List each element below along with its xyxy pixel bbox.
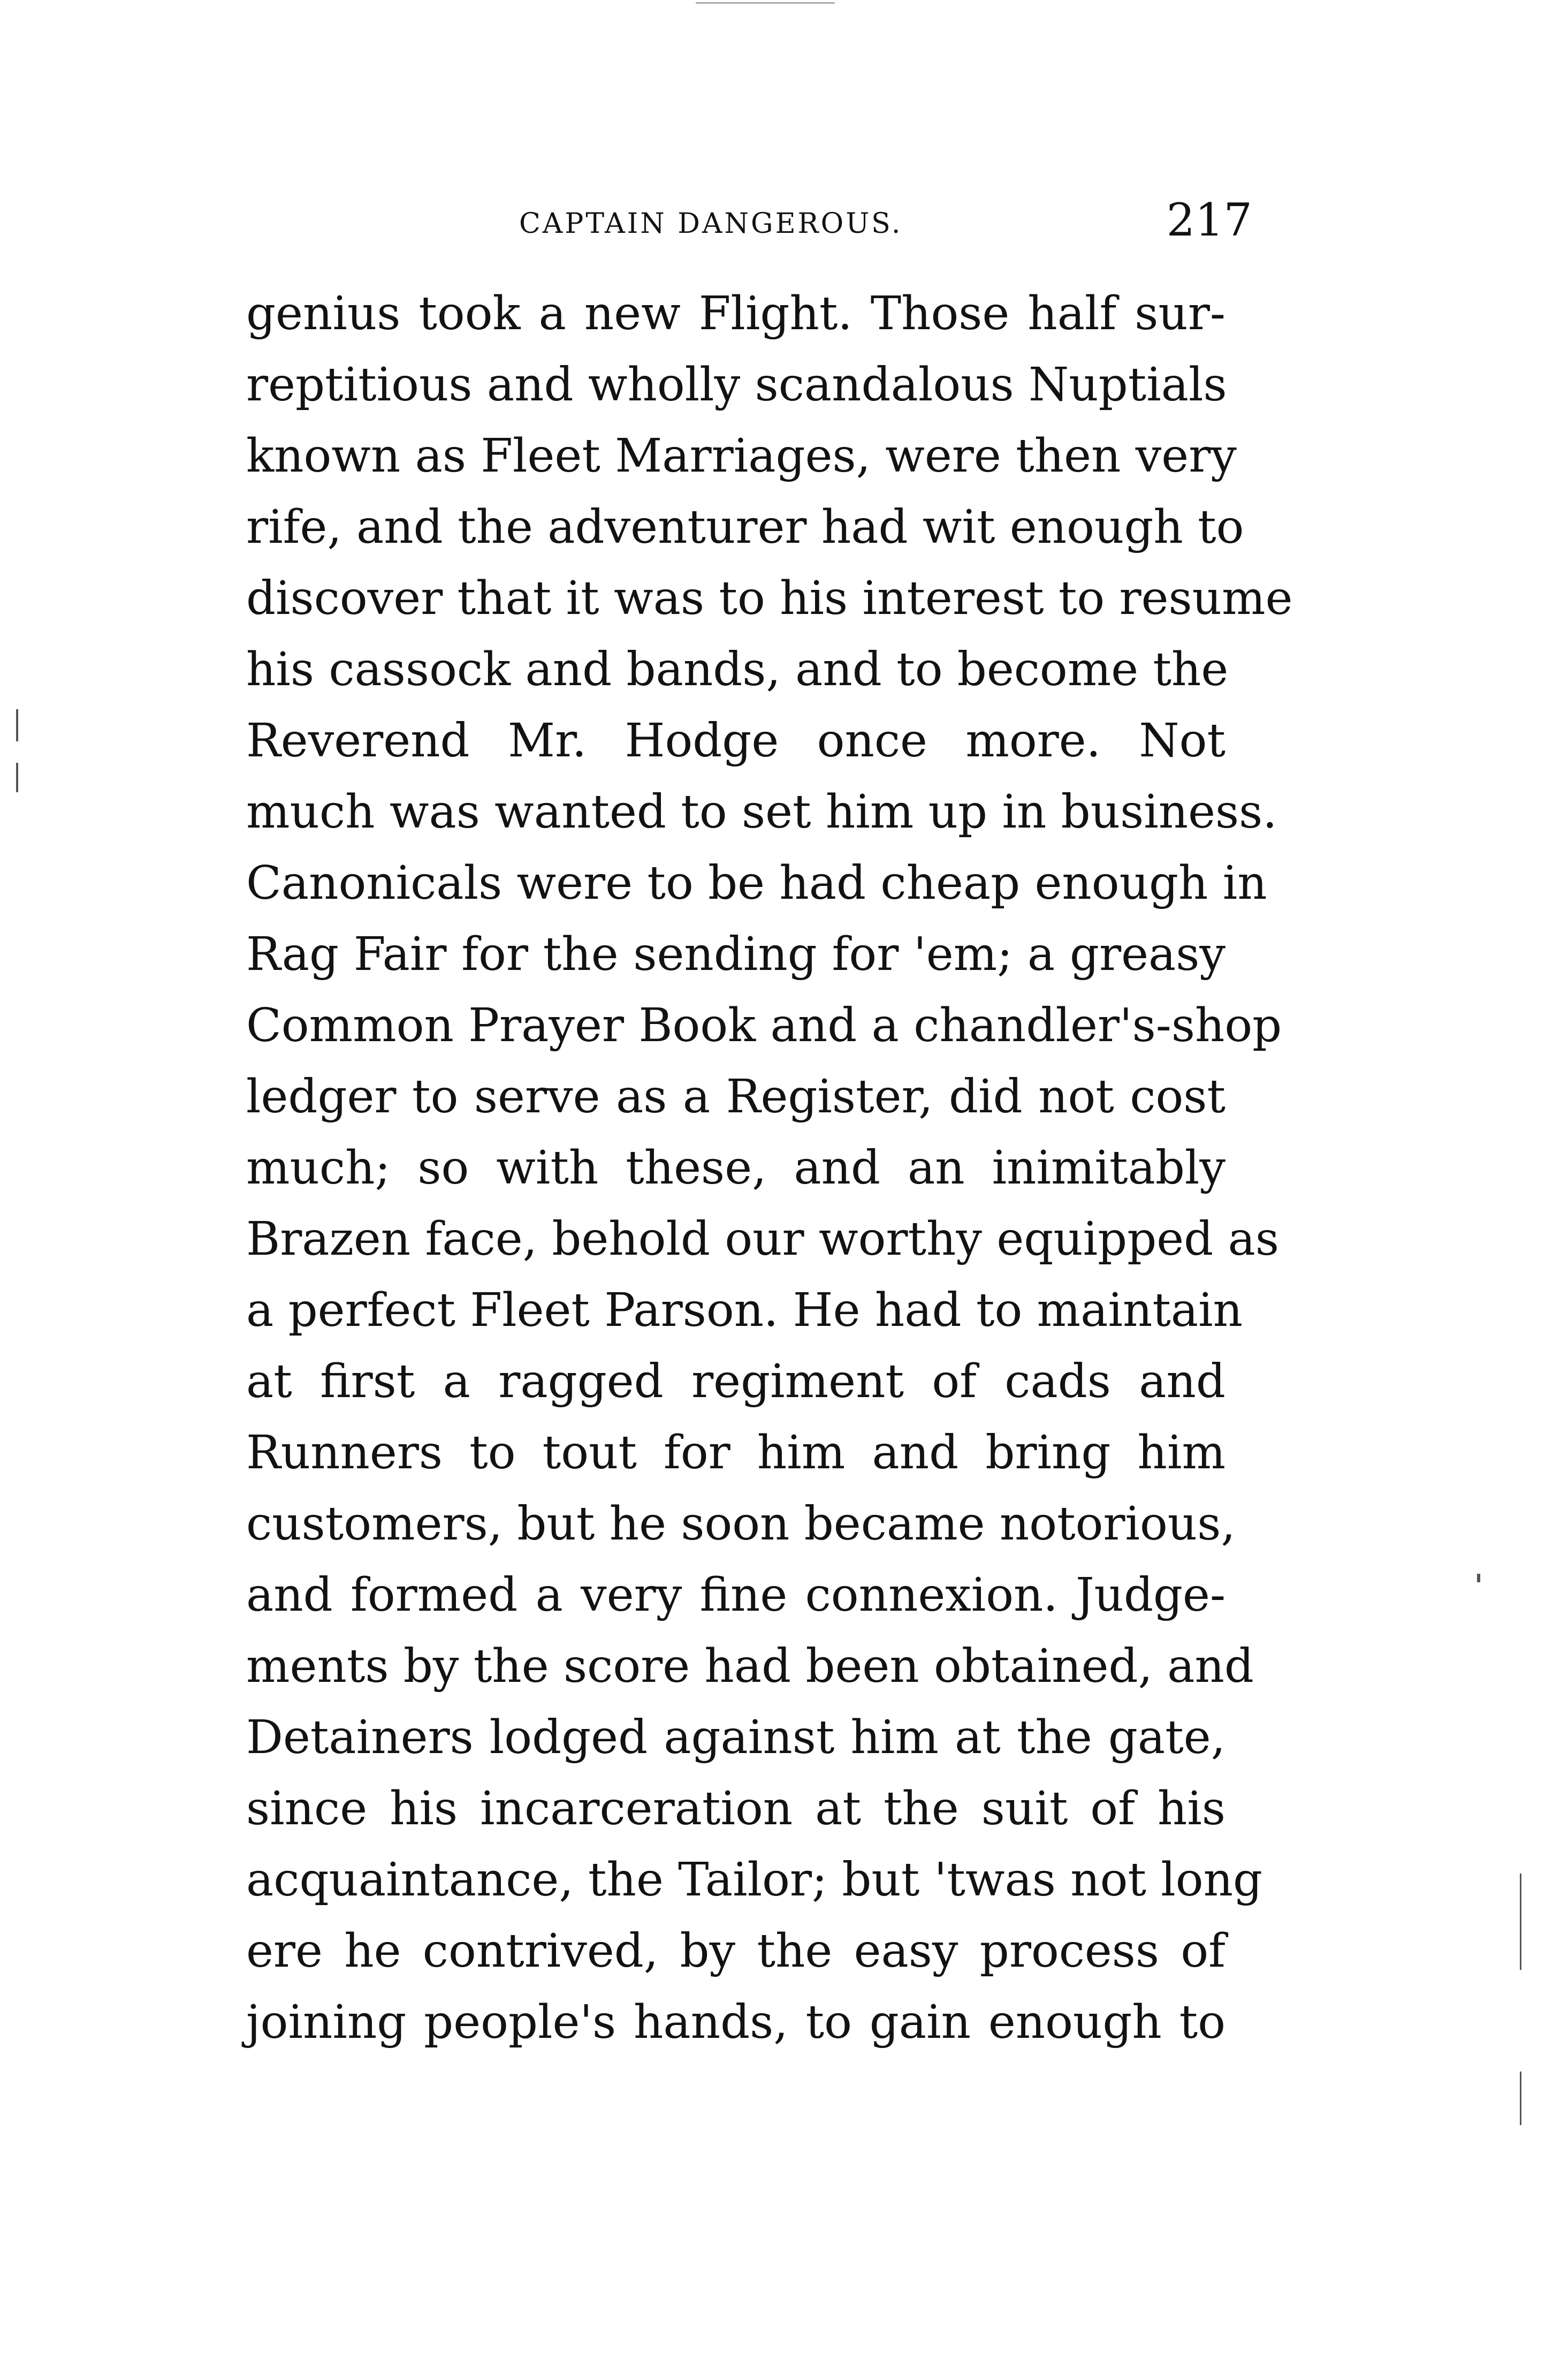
text-line: acquaintance, the Tailor; but 'twas not long <box>246 1853 1263 1907</box>
text-line: and formed a very fine connexion. Judge- <box>246 1568 1226 1622</box>
scan-artifact-top <box>696 2 835 4</box>
text-line: Rag Fair for the sending for 'em; a greasy <box>246 928 1226 981</box>
scan-artifact-left-1 <box>16 709 18 741</box>
scan-artifact-right-1 <box>1520 1874 1521 1970</box>
text-line: Detainers lodged against him at the gate, <box>246 1711 1226 1764</box>
text-line: his cassock and bands, and to become the <box>246 643 1229 696</box>
text-line: much; so with these, and an inimitably <box>246 1141 1226 1195</box>
text-line: customers, but he soon became notorious, <box>246 1497 1236 1551</box>
text-line: discover that it was to his interest to resume <box>246 572 1293 625</box>
text-line: Brazen face, behold our worthy equipped as <box>246 1212 1279 1266</box>
text-line: joining people's hands, to gain enough to <box>246 1996 1226 2049</box>
running-head: CAPTAIN DANGEROUS. <box>519 208 903 240</box>
text-line: since his incarceration at the suit of his <box>246 1782 1226 1836</box>
text-line: Common Prayer Book and a chandler's-shop <box>246 999 1282 1052</box>
scan-artifact-right-2 <box>1520 2072 1521 2125</box>
body-text <box>246 278 1293 2058</box>
text-line: ere he contrived, by the easy process of <box>246 1924 1226 1978</box>
text-line: at first a ragged regiment of cads and <box>246 1355 1226 1408</box>
text-line: Runners to tout for him and bring him <box>246 1426 1226 1480</box>
text-line: much was wanted to set him up in business. <box>246 785 1277 839</box>
text-line: ledger to serve as a Register, did not cost <box>246 1070 1226 1124</box>
text-line: Canonicals were to be had cheap enough in <box>246 856 1267 910</box>
page-number: 217 <box>1166 194 1252 246</box>
text-line: Reverend Mr. Hodge once more. Not <box>246 714 1226 768</box>
scan-artifact-right-3 <box>1477 1574 1480 1582</box>
text-line: a perfect Fleet Parson. He had to maintain <box>246 1284 1243 1337</box>
text-line: ments by the score had been obtained, and <box>246 1640 1254 1693</box>
text-line: known as Fleet Marriages, were then very <box>246 429 1237 483</box>
scan-artifact-left-2 <box>16 763 18 792</box>
text-line: rife, and the adventurer had wit enough to <box>246 500 1244 554</box>
text-line: genius took a new Flight. Those half sur- <box>246 287 1226 340</box>
text-line: reptitious and wholly scandalous Nuptials <box>246 358 1227 412</box>
page-header <box>246 193 1252 252</box>
